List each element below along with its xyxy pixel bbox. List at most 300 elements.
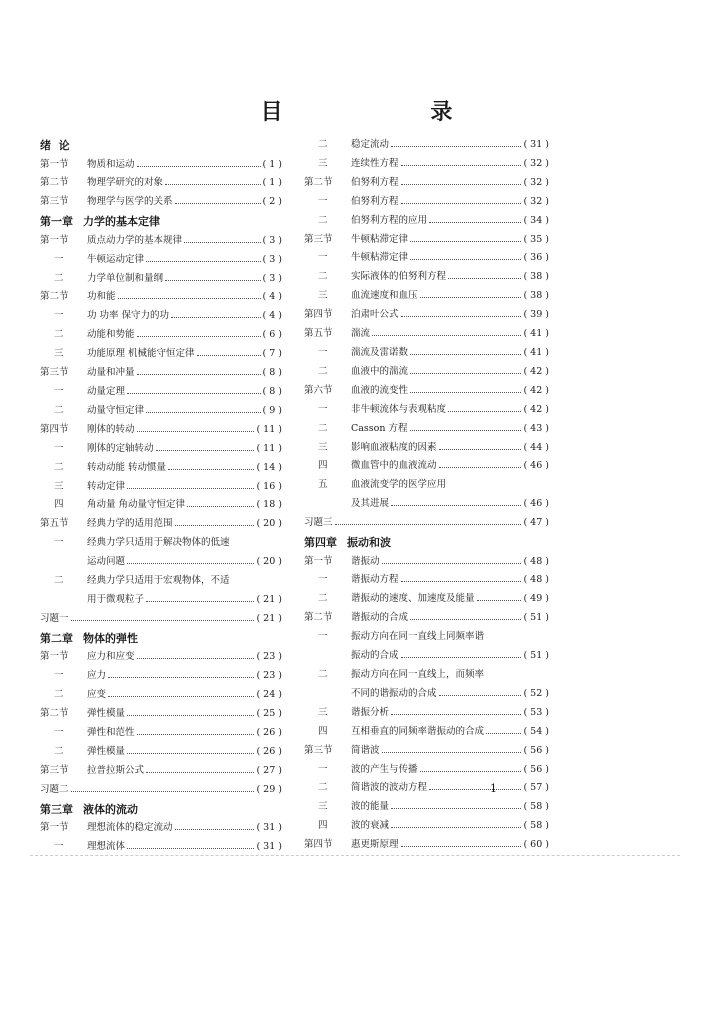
toc-entry-label: 一: [54, 310, 64, 322]
toc-entry-label: 二: [54, 461, 64, 473]
toc-entry-label: 一: [54, 840, 64, 852]
toc-entry-label: 第一章: [40, 215, 73, 229]
toc-entry-title: 动量定理: [87, 385, 126, 397]
toc-entry-page: ( 31 ): [256, 840, 282, 852]
toc-entry-item: [40, 459, 282, 478]
leader-dots: [175, 203, 261, 204]
leader-dots: [448, 278, 521, 279]
toc-entry-page: ( 38 ): [523, 271, 549, 283]
leader-dots: [127, 848, 254, 849]
toc-entry-page: ( 18 ): [256, 499, 282, 511]
toc-right-column: [304, 136, 549, 855]
toc-entry-label: 二: [318, 668, 328, 680]
toc-entry-page: ( 29 ): [256, 783, 282, 795]
toc-entry-section: [40, 819, 282, 838]
toc-entry-section: [40, 648, 282, 667]
toc-entry-title: 动能和势能: [87, 329, 135, 341]
toc-entry-title: 湍流及雷诺数: [351, 346, 409, 358]
toc-entry-page: ( 46 ): [523, 498, 549, 510]
leader-dots: [401, 203, 522, 204]
toc-entry-section: [40, 232, 282, 251]
toc-entry-title: 血液中的湍流: [351, 365, 409, 377]
toc-entry-label: 习题三: [304, 517, 333, 529]
toc-entry-page: ( 47 ): [523, 517, 549, 529]
leader-dots: [401, 165, 522, 166]
toc-entry-label: 三: [54, 480, 64, 492]
toc-entry-label: 二: [318, 782, 328, 794]
toc-entry-label: 二: [54, 689, 64, 701]
toc-entry-page: ( 6 ): [262, 329, 282, 341]
toc-entry-page: ( 42 ): [523, 403, 549, 415]
toc-entry-label: 二: [54, 745, 64, 757]
toc-entry-section: [304, 174, 549, 193]
toc-entry-section: [40, 193, 282, 212]
toc-entry-title: 振动的合成: [351, 650, 399, 662]
toc-entry-cont: [304, 685, 549, 704]
toc-entry-page: ( 21 ): [256, 612, 282, 624]
toc-entry-title: 拉普拉斯公式: [87, 764, 145, 776]
toc-entry-label: 第三节: [40, 764, 69, 776]
page-number: 1: [490, 782, 497, 795]
toc-entry-label: 习题二: [40, 783, 69, 795]
toc-entry-label: 二: [318, 214, 328, 226]
leader-dots: [127, 393, 260, 394]
toc-entry-item: [40, 667, 282, 686]
toc-entry-page: ( 31 ): [256, 822, 282, 833]
toc-entry-title: 质点动力学的基本规律: [87, 234, 183, 246]
leader-dots: [410, 619, 521, 620]
toc-entry-label: 二: [54, 575, 64, 587]
toc-entry-page: ( 38 ): [523, 290, 549, 302]
toc-entry-section: [40, 174, 282, 193]
toc-entry-chapter: [40, 629, 282, 649]
toc-entry-item: [304, 193, 549, 212]
toc-entry-page: ( 48 ): [523, 574, 549, 586]
toc-entry-title: 互相垂直的同频率谐振动的合成: [351, 725, 485, 737]
toc-entry-label: 第三节: [40, 367, 69, 379]
toc-entry-title: 简谐波: [351, 744, 380, 756]
toc-entry-label: 第四节: [304, 839, 333, 851]
leader-dots: [146, 772, 254, 773]
leader-dots: [429, 789, 521, 790]
toc-entry-label: 第五节: [304, 328, 333, 340]
toc-entry-item: [304, 666, 549, 685]
toc-entry-label: 一: [318, 403, 328, 415]
toc-entry-title: 非牛顿流体与表观粘度: [351, 403, 447, 415]
toc-entry-section: [40, 156, 282, 175]
toc-entry-label: 一: [54, 726, 64, 738]
toc-entry-title: 功能原理 机械能守恒定律: [87, 348, 195, 360]
toc-entry-page: ( 46 ): [523, 460, 549, 472]
toc-entry-item: [304, 268, 549, 287]
toc-entry-title: 物质和运动: [87, 158, 135, 170]
leader-dots: [382, 563, 522, 564]
toc-entry-item: [40, 440, 282, 459]
toc-entry-page: ( 3 ): [262, 272, 282, 284]
toc-entry-item: [40, 534, 282, 553]
toc-entry-title: 血流速度和血压: [351, 290, 418, 302]
toc-entry-page: ( 31 ): [523, 139, 549, 150]
toc-entry-exercise: [304, 514, 549, 533]
toc-entry-title: 转动动能 转动惯量: [87, 461, 167, 473]
toc-entry-label: 一: [54, 385, 64, 397]
toc-entry-title: 血液的流变性: [351, 384, 409, 396]
toc-entry-label: 二: [54, 404, 64, 416]
toc-entry-label: 第三章: [40, 802, 73, 816]
toc-entry-item: [40, 572, 282, 591]
toc-entry-label: 第一节: [304, 555, 333, 567]
toc-entry-title: 实际液体的伯努利方程: [351, 271, 447, 283]
leader-dots: [401, 184, 522, 185]
leader-dots: [108, 677, 254, 678]
toc-entry-exercise: [40, 610, 282, 629]
leader-dots: [127, 715, 254, 716]
toc-entry-page: ( 7 ): [262, 348, 282, 360]
toc-entry-title: 力学单位制和量纲: [87, 272, 164, 284]
leader-dots: [146, 601, 254, 602]
toc-entry-label: 一: [54, 537, 64, 549]
toc-entry-page: ( 35 ): [523, 233, 549, 245]
leader-dots: [410, 354, 521, 355]
leader-dots: [146, 412, 260, 413]
toc-entry-title: 伯努利方程: [351, 195, 399, 207]
toc-entry-title: 及其进展: [351, 498, 390, 510]
toc-entry-page: ( 41 ): [523, 328, 549, 340]
toc-entry-title: 物理学与医学的关系: [87, 196, 173, 208]
toc-entry-chapter: [304, 533, 549, 553]
toc-entry-title: 经典力学只适用于宏观物体，不适: [87, 575, 230, 587]
toc-entry-page: ( 60 ): [523, 839, 549, 851]
toc-entry-item: [40, 478, 282, 497]
toc-entry-page: ( 51 ): [523, 612, 549, 624]
toc-entry-page: ( 44 ): [523, 441, 549, 453]
toc-entry-title: 物体的弹性: [83, 631, 138, 645]
toc-entry-item: [304, 571, 549, 590]
toc-entry-label: 二: [54, 329, 64, 341]
toc-entry-label: 二: [318, 422, 328, 434]
leader-dots: [401, 657, 522, 658]
toc-entry-title: 力学的基本定律: [83, 215, 160, 229]
leader-dots: [477, 600, 522, 601]
toc-entry-label: 第四章: [304, 536, 337, 550]
toc-entry-page: ( 54 ): [523, 725, 549, 737]
toc-entry-title: 弹性模量: [87, 745, 126, 757]
leader-dots: [127, 563, 254, 564]
toc-entry-label: 第二节: [304, 176, 333, 188]
toc-entry-page: ( 51 ): [523, 650, 549, 662]
toc-entry-title: 惠更斯原理: [351, 839, 399, 851]
toc-entry-label: 二: [318, 139, 328, 150]
toc-entry-item: [304, 457, 549, 476]
leader-dots: [335, 524, 522, 525]
toc-entry-title: 应力和应变: [87, 651, 135, 663]
toc-entry-label: 第一节: [40, 234, 69, 246]
toc-entry-page: ( 53 ): [523, 706, 549, 718]
leader-dots: [137, 734, 255, 735]
toc-entry-item: [304, 723, 549, 742]
toc-entry-title: 功和能: [87, 291, 116, 303]
leader-dots: [175, 829, 255, 830]
toc-entry-label: 二: [318, 271, 328, 283]
toc-entry-title: 谐振动: [351, 555, 380, 567]
leader-dots: [187, 506, 254, 507]
toc-entry-title: 简谐波的波动方程: [351, 782, 428, 794]
leader-dots: [137, 336, 261, 337]
toc-entry-item: [304, 590, 549, 609]
toc-entry-label: 习题一: [40, 612, 69, 624]
toc-entry-page: ( 26 ): [256, 726, 282, 738]
leader-dots: [410, 259, 521, 260]
toc-entry-section: [304, 836, 549, 855]
toc-entry-page: ( 14 ): [256, 461, 282, 473]
toc-entry-title: 液体的流动: [83, 802, 138, 816]
leader-dots: [118, 298, 261, 299]
toc-entry-title: 刚体的转动: [87, 423, 135, 435]
toc-entry-chapter: [40, 212, 282, 232]
leader-dots: [410, 392, 521, 393]
toc-entry-title: 经典力学的适用范围: [87, 518, 173, 530]
leader-dots: [146, 261, 260, 262]
toc-entry-section: [304, 609, 549, 628]
toc-entry-page: ( 36 ): [523, 252, 549, 264]
leader-dots: [71, 620, 255, 621]
toc-entry-title: 微血管中的血液流动: [351, 460, 437, 472]
toc-entry-label: 第三节: [40, 196, 69, 208]
toc-entry-item: [304, 761, 549, 780]
toc-entry-page: ( 8 ): [262, 385, 282, 397]
toc-entry-title: 不同的谐振动的合成: [351, 687, 437, 699]
toc-entry-title: 角动量 角动量守恒定律: [87, 499, 186, 511]
toc-entry-page: ( 52 ): [523, 687, 549, 699]
leader-dots: [382, 752, 522, 753]
leader-dots: [165, 280, 260, 281]
toc-entry-label: 二: [318, 365, 328, 377]
leader-dots: [410, 373, 521, 374]
toc-entry-label: 三: [318, 290, 328, 302]
toc-entry-title: 伯努利方程的应用: [351, 214, 428, 226]
leader-dots: [175, 525, 255, 526]
toc-entry-title: 谐振分析: [351, 706, 390, 718]
toc-entry-section: [304, 382, 549, 401]
toc-entry-title: 稳定流动: [351, 139, 390, 150]
toc-entry-label: 三: [318, 706, 328, 718]
toc-entry-section: [304, 231, 549, 250]
toc-entry-page: ( 34 ): [523, 214, 549, 226]
toc-entry-title: 运动问题: [87, 556, 126, 568]
toc-entry-section: [304, 553, 549, 572]
toc-entry-label: 二: [318, 593, 328, 605]
leader-dots: [439, 695, 522, 696]
toc-entry-page: ( 41 ): [523, 346, 549, 358]
toc-entry-title: 理想流体: [87, 840, 126, 852]
toc-entry-label: 第六节: [304, 384, 333, 396]
toc-entry-section: [40, 421, 282, 440]
toc-entry-page: ( 32 ): [523, 176, 549, 188]
toc-entry-page: ( 25 ): [256, 707, 282, 719]
toc-entry-item: [304, 817, 549, 836]
toc-entry-page: ( 39 ): [523, 309, 549, 321]
toc-entry-label: 绪 论: [40, 139, 70, 152]
toc-entry-item: [304, 420, 549, 439]
toc-entry-page: ( 3 ): [262, 253, 282, 265]
toc-entry-item: [304, 779, 549, 798]
toc-entry-label: 四: [318, 725, 328, 737]
leader-dots: [391, 714, 521, 715]
toc-entry-exercise: [40, 781, 282, 800]
toc-entry-title: 动量守恒定律: [87, 404, 145, 416]
toc-entry-title: 血液流变学的医学应用: [351, 479, 447, 491]
toc-entry-title: 刚体的定轴转动: [87, 442, 154, 454]
toc-entry-label: 一: [54, 670, 64, 682]
toc-entry-item: [304, 249, 549, 268]
toc-entry-page: ( 56 ): [523, 763, 549, 775]
leader-dots: [391, 827, 521, 828]
toc-entry-title: 物理学研究的对象: [87, 177, 164, 189]
toc-entry-chapter: [40, 800, 282, 820]
leader-dots: [410, 241, 521, 242]
toc-left-column: [40, 136, 282, 857]
toc-entry-section: [304, 325, 549, 344]
toc-entry-cont: [304, 647, 549, 666]
toc-entry-title: 应力: [87, 670, 107, 682]
toc-entry-item: [40, 496, 282, 515]
toc-entry-label: 四: [318, 460, 328, 472]
toc-entry-page: ( 43 ): [523, 422, 549, 434]
toc-entry-title: 用于微观粒子: [87, 593, 145, 605]
leader-dots: [420, 771, 522, 772]
toc-entry-label: 第一节: [40, 158, 69, 170]
toc-entry-item: [304, 136, 549, 155]
toc-entry-item: [40, 724, 282, 743]
toc-entry-title: 湍流: [351, 328, 371, 340]
toc-entry-item: [40, 686, 282, 705]
toc-entry-label: 三: [318, 441, 328, 453]
toc-entry-label: 一: [318, 346, 328, 358]
toc-entry-title: 振动方向在同一直线上同频率谐: [351, 631, 485, 643]
toc-entry-chapter: [40, 136, 282, 156]
toc-entry-page: ( 23 ): [256, 651, 282, 663]
toc-entry-page: ( 11 ): [256, 442, 282, 454]
leader-dots: [401, 316, 522, 317]
leader-dots: [420, 297, 522, 298]
toc-entry-title: 振动和波: [347, 536, 391, 550]
toc-entry-page: ( 4 ): [262, 310, 282, 322]
toc-entry-title: 转动定律: [87, 480, 126, 492]
page-title: 目 录: [260, 99, 523, 125]
toc-entry-section: [40, 364, 282, 383]
toc-entry-label: 一: [54, 253, 64, 265]
toc-entry-page: ( 26 ): [256, 745, 282, 757]
toc-entry-label: 第三节: [304, 744, 333, 756]
toc-entry-title: 弹性模量: [87, 707, 126, 719]
toc-entry-section: [40, 515, 282, 534]
leader-dots: [410, 430, 522, 431]
toc-entry-label: 一: [54, 442, 64, 454]
toc-entry-title: 谐振动的合成: [351, 612, 409, 624]
toc-entry-page: ( 23 ): [256, 670, 282, 682]
leader-dots: [137, 658, 255, 659]
toc-entry-page: ( 49 ): [523, 593, 549, 605]
toc-entry-cont: [304, 495, 549, 514]
toc-entry-item: [40, 383, 282, 402]
toc-entry-page: ( 42 ): [523, 365, 549, 377]
toc-entry-page: ( 57 ): [523, 782, 549, 794]
toc-entry-label: 四: [318, 820, 328, 832]
leader-dots: [168, 469, 254, 470]
leader-dots: [401, 846, 522, 847]
toc-entry-label: 第一节: [40, 651, 69, 663]
toc-entry-label: 一: [318, 631, 328, 643]
toc-entry-page: ( 56 ): [523, 744, 549, 756]
toc-entry-title: 影响血液粘度的因素: [351, 441, 437, 453]
toc-entry-label: 第四节: [304, 309, 333, 321]
toc-entry-page: ( 11 ): [256, 423, 282, 435]
toc-entry-label: 四: [54, 499, 64, 511]
toc-entry-page: ( 20 ): [256, 556, 282, 568]
leader-dots: [391, 505, 521, 506]
toc-entry-item: [40, 326, 282, 345]
toc-entry-label: 第四节: [40, 423, 69, 435]
toc-entry-label: 一: [318, 195, 328, 207]
toc-entry-section: [40, 705, 282, 724]
toc-entry-title: Casson 方程: [351, 422, 408, 434]
toc-entry-page: ( 32 ): [523, 157, 549, 169]
toc-entry-page: ( 58 ): [523, 820, 549, 832]
toc-entry-title: 理想流体的稳定流动: [87, 822, 173, 833]
toc-entry-item: [304, 287, 549, 306]
leader-dots: [108, 696, 254, 697]
toc-entry-title: 谐振动方程: [351, 574, 399, 586]
toc-entry-title: 牛顿粘滞定律: [351, 252, 409, 264]
toc-entry-label: 一: [318, 763, 328, 775]
toc-entry-label: 二: [54, 272, 64, 284]
toc-entry-item: [40, 270, 282, 289]
toc-entry-title: 动量和冲量: [87, 367, 135, 379]
toc-entry-label: 第二节: [40, 177, 69, 189]
toc-entry-item: [304, 439, 549, 458]
toc-entry-title: 波的产生与传播: [351, 763, 418, 775]
toc-entry-item: [40, 402, 282, 421]
toc-entry-section: [40, 762, 282, 781]
toc-entry-page: ( 16 ): [256, 480, 282, 492]
toc-entry-section: [304, 742, 549, 761]
leader-dots: [401, 581, 522, 582]
leader-dots: [372, 335, 521, 336]
leader-dots: [165, 184, 260, 185]
toc-entry-cont: [40, 553, 282, 572]
toc-entry-label: 三: [54, 348, 64, 360]
toc-entry-page: ( 27 ): [256, 764, 282, 776]
toc-entry-page: ( 32 ): [523, 195, 549, 207]
toc-entry-title: 弹性和范性: [87, 726, 135, 738]
toc-entry-item: [304, 704, 549, 723]
toc-entry-label: 第二章: [40, 631, 73, 645]
toc-entry-label: 一: [318, 252, 328, 264]
leader-dots: [391, 808, 521, 809]
leader-dots: [156, 450, 255, 451]
leader-dots: [137, 166, 261, 167]
toc-entry-label: 第二节: [40, 291, 69, 303]
toc-entry-page: ( 58 ): [523, 801, 549, 813]
leader-dots: [184, 242, 260, 243]
toc-entry-page: ( 4 ): [262, 291, 282, 303]
scan-edge-line: [30, 855, 680, 856]
toc-entry-page: ( 8 ): [262, 367, 282, 379]
toc-entry-label: 第五节: [40, 518, 69, 530]
toc-entry-title: 牛顿运动定律: [87, 253, 145, 265]
toc-entry-label: 三: [318, 157, 328, 169]
toc-entry-page: ( 21 ): [256, 593, 282, 605]
